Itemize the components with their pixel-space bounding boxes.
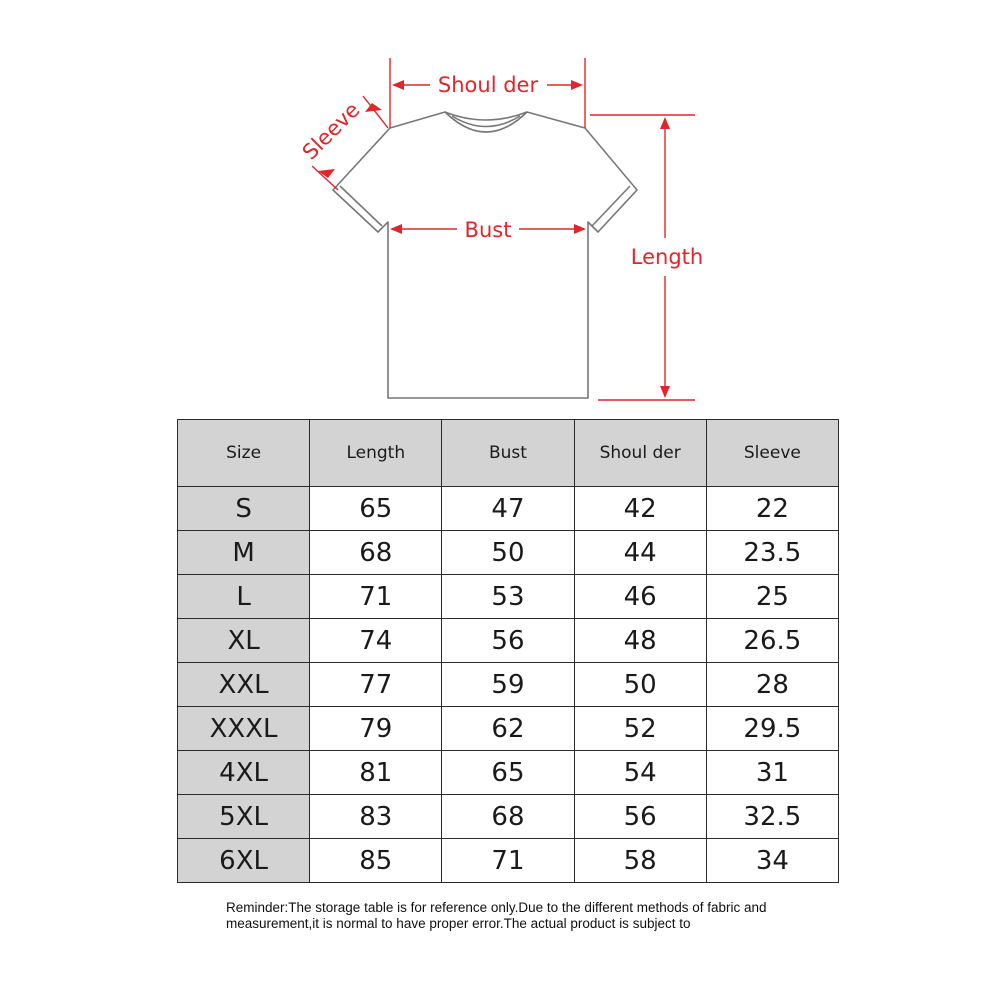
table-row xyxy=(178,531,839,575)
shoulder-cell: 48 xyxy=(574,619,706,663)
table-row xyxy=(178,487,839,531)
size-cell: 4XL xyxy=(178,751,310,795)
length-cell: 68 xyxy=(310,531,442,575)
bust-cell: 62 xyxy=(442,707,574,751)
bust-label: Bust xyxy=(464,218,512,242)
table-row xyxy=(178,663,839,707)
size-cell: 6XL xyxy=(178,839,310,883)
table-row xyxy=(178,619,839,663)
length-cell: 71 xyxy=(310,575,442,619)
shoulder-cell: 50 xyxy=(574,663,706,707)
shoulder-cell: 42 xyxy=(574,487,706,531)
shoulder-cell: 46 xyxy=(574,575,706,619)
size-cell: M xyxy=(178,531,310,575)
sleeve-label: Sleeve xyxy=(297,97,365,165)
bust-cell: 47 xyxy=(442,487,574,531)
bust-cell: 71 xyxy=(442,839,574,883)
length-label: Length xyxy=(630,245,704,269)
sleeve-cell: 25 xyxy=(706,575,838,619)
tshirt-measurement-diagram xyxy=(0,0,1000,410)
size-cell: XXXL xyxy=(178,707,310,751)
length-cell: 65 xyxy=(310,487,442,531)
table-row xyxy=(178,751,839,795)
header-size: Size xyxy=(178,420,310,487)
bust-cell: 53 xyxy=(442,575,574,619)
header-bust: Bust xyxy=(442,420,574,487)
size-cell: L xyxy=(178,575,310,619)
reminder-line-2: measurement,it is normal to have proper error.The actual product is subject to xyxy=(226,916,691,931)
table-header-row xyxy=(178,420,839,487)
bust-cell: 65 xyxy=(442,751,574,795)
header-length: Length xyxy=(310,420,442,487)
sleeve-cell: 31 xyxy=(706,751,838,795)
length-cell: 77 xyxy=(310,663,442,707)
sleeve-cell: 29.5 xyxy=(706,707,838,751)
shoulder-cell: 54 xyxy=(574,751,706,795)
size-cell: 5XL xyxy=(178,795,310,839)
tshirt-outline-icon xyxy=(333,112,637,398)
shoulder-cell: 44 xyxy=(574,531,706,575)
size-chart-table xyxy=(177,419,839,883)
reminder-line-1: Reminder:The storage table is for reference only.Due to the different methods of fabric and xyxy=(226,900,767,915)
table-row xyxy=(178,795,839,839)
bust-cell: 59 xyxy=(442,663,574,707)
table-row xyxy=(178,839,839,883)
sleeve-cell: 34 xyxy=(706,839,838,883)
bust-cell: 50 xyxy=(442,531,574,575)
size-cell: XXL xyxy=(178,663,310,707)
length-cell: 85 xyxy=(310,839,442,883)
sleeve-cell: 22 xyxy=(706,487,838,531)
shoulder-cell: 58 xyxy=(574,839,706,883)
table-row xyxy=(178,707,839,751)
size-cell: S xyxy=(178,487,310,531)
header-sleeve: Sleeve xyxy=(706,420,838,487)
length-cell: 81 xyxy=(310,751,442,795)
shoulder-cell: 56 xyxy=(574,795,706,839)
length-cell: 74 xyxy=(310,619,442,663)
length-cell: 83 xyxy=(310,795,442,839)
header-shoulder: Shoul der xyxy=(574,420,706,487)
bust-cell: 56 xyxy=(442,619,574,663)
reminder-note xyxy=(226,900,826,932)
table-row xyxy=(178,575,839,619)
length-cell: 79 xyxy=(310,707,442,751)
bust-cell: 68 xyxy=(442,795,574,839)
shoulder-label: Shoul der xyxy=(437,73,539,97)
size-cell: XL xyxy=(178,619,310,663)
sleeve-cell: 32.5 xyxy=(706,795,838,839)
shoulder-cell: 52 xyxy=(574,707,706,751)
sleeve-cell: 26.5 xyxy=(706,619,838,663)
sleeve-cell: 23.5 xyxy=(706,531,838,575)
sleeve-cell: 28 xyxy=(706,663,838,707)
